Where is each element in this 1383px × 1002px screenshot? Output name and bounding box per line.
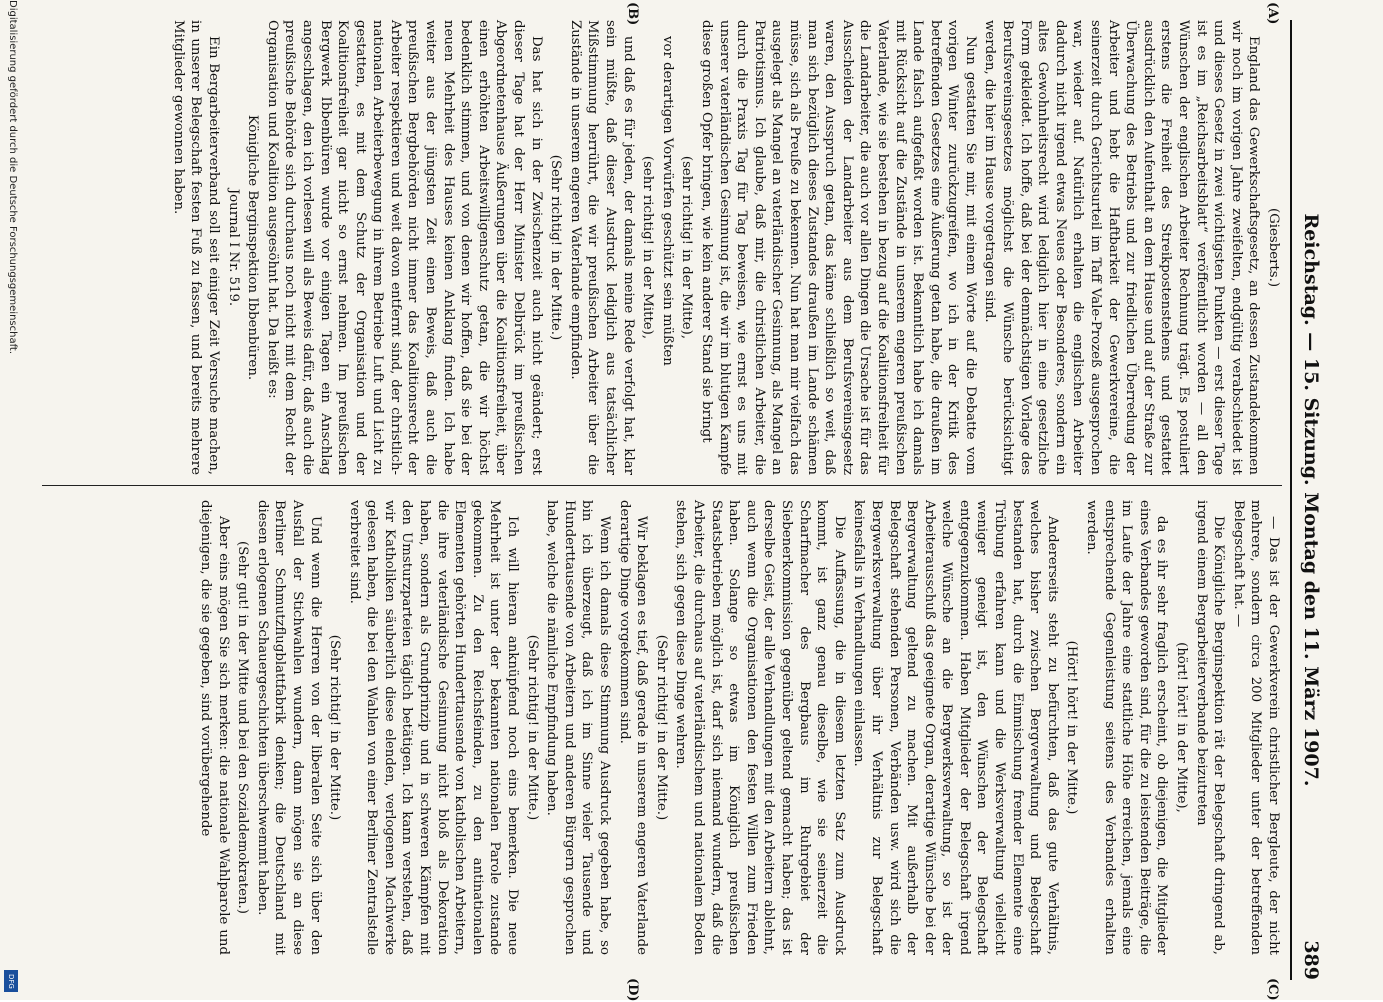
margin-mark-a: (A) (1265, 2, 1280, 25)
paragraph: (sehr richtig! in der Mitte), (640, 155, 656, 340)
left-column (167, 20, 1282, 475)
paragraph: Die Auffassung, die in diesem letzten Satz zum Ausdruck kommt, ist ganz genau dieselbe, wie sie seinerzeit die Scharfmacher des Bergbaus im Ruhrgebiet der Siebenerkommission gegenüber geltend gemacht haben; das ist derselbe Geist, der alle Verhandlungen mit den Arbeitern ablehnt, auch wenn die Organisationen den festen Willen zum Frieden haben. Solange so etwas im Königlich preußischen Staatsbetrieben möglich ist, darf sich niemand wundern, daß die Arbeiter, die durchaus auf vaterländischem und nationalem Boden stehen, sich gegen diese Dinge wehren. (673, 500, 847, 955)
paragraph: Wenn ich damals diese Stimmung Ausdruck gegeben habe, so bin ich überzeugt, daß ich im Sinne vieler Tausende und Hunderttausende von Arbeitern und anderen Bürgern gesprochen habe, welche die nämliche Empfindung haben. (544, 500, 613, 955)
paragraph: Aber eins mögen Sie sich merken: die nationale Wahlparole und diejenigen, die sie gegeben, sind vorübergehende (197, 500, 231, 955)
paragraph: Journal I Nr. 519. (225, 188, 241, 307)
paragraph: (Sehr richtig! in der Mitte.) (653, 634, 669, 821)
paragraph: Andererseits steht zu befürchten, daß das gute Verhältnis, welches bisher zwischen Bergverwaltung und Belegschaft bestanden hat, durch die Einmischung fremder Elemente eine Trübung erfahren kann und die Werksverwaltung vielleicht weniger geneigt ist, den Wünschen der Belegschaft entgegenzukommen. Haben Mitglieder der Belegschaft irgend welche Wünsche an die Bergwerksverwaltung, so ist der Arbeiterausschuß das geeignete Organ, derartige Wünsche bei der Bergverwaltung geltend zu machen. Mit außerhalb der Belegschaft stehenden Personen, Verbänden usw. wird sich die Bergwerksverwaltung über ihr Verhältnis zur Belegschaft keinesfalls in Verhandlungen einlassen. (851, 500, 1060, 955)
paragraph: vor derartigen Vorwürfen geschützt sein müßten (659, 36, 675, 366)
dfg-credit-text: Digitalisierung gefördert durch die Deutsche Forschungsgemeinschaft. (7, 0, 18, 355)
page-header (1290, 20, 1326, 980)
paragraph: Ein Bergarbeiterverband soll seit einiger Zeit Versuche machen, in unserer Belegschaft festen Fuß zu fassen, und bereits mehrere Mitglieder gewonnen haben. (170, 20, 221, 475)
paragraph: (Sehr richtig! in der Mitte.) (524, 634, 540, 821)
paragraph: (Giesberts.) (1266, 207, 1281, 288)
paragraph: (Hört! hört! in der Mitte.) (1064, 640, 1080, 815)
margin-mark-d: (D) (625, 978, 640, 1002)
paragraph: (Sehr richtig! in der Mitte.) (548, 154, 564, 341)
paragraph: Und wenn die Herren von der liberalen Seite sich über den Ausfall der Stichwahlen wundern, dann mögen sie an diese Berliner Schmutzflugblattfabrik denken; die Deutschland mit diesen erlogenen Schauergeschichten überschwemmt haben. (254, 500, 323, 955)
dfg-logo: DFG (4, 970, 18, 992)
paragraph: (Sehr gut! in der Mitte und bei den Sozialdemokraten.) (235, 541, 251, 914)
paragraph: Die Königliche Berginspektion rät der Belegschaft dringend ab, irgend einem Bergarbeiterverbande beizutreten (1193, 500, 1227, 955)
paragraph: Ich will hieran anknüpfend noch eins bemerken. Die neue Mehrheit ist unter der bekannten nationalen Parole zustande gekommen. Zu den Reichsfeinden, zu den antinationalen Elementen gehörten Hunderttausende von katholischen Arbeitern, die ihre vaterländische Gesinnung nicht bloß als Dekoration haben, sondern als Grundprinzip und in schweren Kämpfen mit den Umsturzparteien täglich betätigen. Ich kann verstehen, daß wir Katholiken säuberlich diese elenden, verlogenen Machwerke gelesen haben, die bei den Wahlen von einer Berliner Zentralstelle verbreitet sind. (346, 500, 521, 955)
paragraph: (sehr richtig! in der Mitte), (679, 155, 695, 340)
paragraph: Königliche Berginspektion Ibbenbüren. (245, 114, 261, 381)
paragraph: England das Gewerkschaftsgesetz, an dessen Zustandekommen wir noch im vorigen Jahre zweifelten, endgültig verabschiedet ist und dieses Gesetz in zwei wichtigsten Punkten — erst dieser Tage ist es im „Reichsarbeitsblatt“ veröffentlicht worden — all den Wünschen der englischen Arbeiter Rechnung trägt. Es postuliert erstens die Freiheit des Streikpostenstehens und gestattet ausdrücklich den Aufenthalt an dem Hause und auf der Straße zur Überwachung des Betriebs und zur friedlichen Überredung der Arbeiter und hebt die Haftbarkeit der Gewerkvereine, die seinerzeit durch Gerichtsurteil im Taff Vale-Prozeß ausgesprochen war, wieder auf. Natürlich erhalten die englischen Arbeiter dadurch nicht irgend etwas Neues oder Besonderes, sondern ein altes Gewohnheitsrecht wird lediglich hier in eine gesetzliche Form gekleidet. Ich hoffe, daß bei der demnächstigen Vorlage des Berufsvereinsgesetzes möglichst die Wünsche berücksichtigt werden, die hier im Hause vorgetragen sind. (982, 20, 1262, 475)
paragraph: (Sehr richtig! in der Mitte.) (327, 634, 343, 821)
margin-mark-b: (B) (625, 2, 640, 26)
page-title: Reichstag. — 15. Sitzung. Montag den 11. März 1907. (1300, 213, 1322, 787)
page-number: 389 (1300, 940, 1322, 980)
paragraph: da es ihr sehr fraglich erscheint, ob diejenigen, die Mitglieder eines Verbandes geworden sind, für die zu leistenden Beiträge, die im Laufe der Jahre eine stattliche Höhe erreichen, jemals eine entsprechende Gegenleistung seitens des Verbandes erhalten werden. (1084, 500, 1170, 955)
paragraph: — Das ist der Gewerkverein christlicher Bergleute, der nicht mehrere, sondern circa 200 Mitglieder unter der betreffenden Belegschaft hat. — (1230, 500, 1281, 955)
paragraph: (hört! hört! in der Mitte), (1174, 642, 1190, 813)
paragraph: Das hat sich in der Zwischenzeit auch nicht geändert; erst dieser Tage hat der Herr Minister Delbrück im preußischen Abgeordnetenhause Äußerungen über die Koalitionsfreiheit, über einen erhöhten Arbeitswilligenschutz getan, die wir höchst bedenklich stimmen, und von denen wir hoffen, daß sie bei der neuen Mehrheit des Hauses keinen Anklang finden. Ich habe weiter aus der jüngsten Zeit einen Beweis, daß auch die preußischen Bergbehörden nicht immer das Koalitionsrecht der Arbeiter respektieren und weit davon entfernt sind, der christlich-nationalen Arbeiterbewegung in ihrem Betriebe Luft und Licht zu gestatten, es mit dem Schutz der Organisation und der Koalitionsfreiheit gar nicht so ernst nehmen. Im preußischen Bergwerk Ibbenbüren wurde vor einigen Tagen ein Anschlag angeschlagen, den ich vorlesen will als Beweis dafür, daß auch die preußische Behörde sich durchaus noch nicht mit dem Recht der Organisation und Koalition ausgesöhnt hat. Da heißt es: (264, 20, 544, 475)
column-divider (42, 485, 1282, 486)
paragraph: Nun gestatten Sie mir, mit einem Worte auf die Debatte vom vorigen Winter zurückzugreifen, wo ich in der Kritik des betreffenden Gesetzes eine Äußerung getan habe, die draußen im Lande falsch aufgefaßt worden ist. Bekanntlich habe ich damals mit Rücksicht auf die Zustände in unserem engeren preußischen Vaterlande, wie sie bestehen in bezug auf die Koalitionsfreiheit für die Landarbeiter, die auch vor allen Dingen die Ursache ist für das Ausscheiden der Landarbeiter aus dem Berufsvereinsgesetz waren, den Ausspruch getan, das käme schließlich so weit, daß man sich bezüglich dieses Zustandes draußen im Lande schämen müsse, sich als Preuße zu bekennen. Nun hat man mir vielfach das ausgelegt als Mangel an vaterländischer Gesinnung, als Mangel an Patriotismus. Ich glaube, daß mir, die christlichen Arbeiter, die durch die Praxis Tag für Tag beweisen, wie ernst es uns mit unserer vaterländischen Gesinnung ist, die wir im blutigen Kampfe diese großen Opfer bringen, wie kein anderer Stand sie bringt (699, 20, 978, 475)
margin-mark-c: (C) (1265, 978, 1280, 1001)
paragraph: und daß es für jeden, der damals meine Rede verfolgt hat, klar sein müßte, daß dieser Ausdruck lediglich aus tatsächlicher Mißstimmung herrührt, die wir preußischen Arbeiter über die Zustände in unserem engeren Vaterlande empfinden. (567, 20, 636, 475)
right-column (194, 500, 1282, 955)
paragraph: Wir beklagen es tief, daß gerade in unserem engeren Vaterlande derartige Dinge vorgekommen sind. (616, 500, 650, 955)
